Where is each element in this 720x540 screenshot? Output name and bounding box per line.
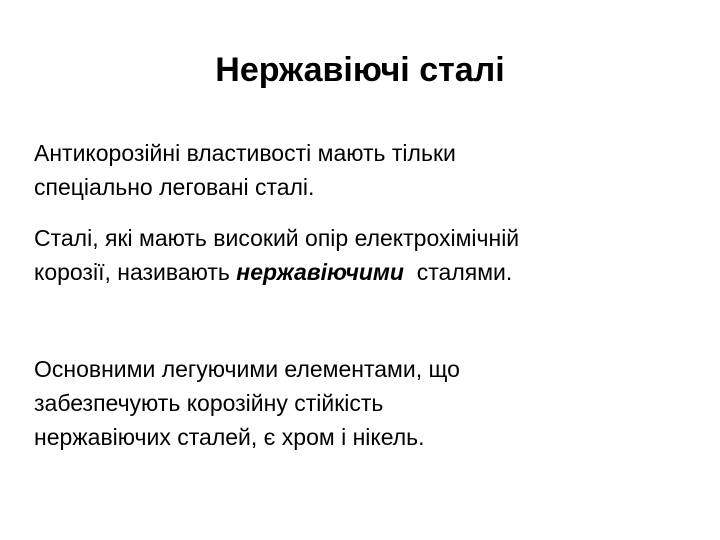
text-run: корозії, називають [34, 259, 237, 285]
paragraph-line: Основними легуючими елементами, що [34, 356, 460, 382]
paragraph-line [34, 255, 714, 289]
emphasized-term: нержавіючими [236, 259, 404, 285]
paragraph-line: Сталі, які мають високий опір електрохімічній [34, 225, 520, 251]
slide-title: Нержавіючі сталі [215, 51, 505, 89]
paragraph-line: Антикорозійні властивості мають тільки [34, 140, 456, 166]
paragraph-definition [34, 221, 714, 289]
paragraph-line: спеціально леговані сталі. [34, 174, 315, 200]
paragraph-line: забезпечують корозійну стійкість [34, 390, 384, 416]
paragraph-line: нержавіючих сталей, є хром і нікель. [34, 424, 425, 450]
text-run: сталями. [403, 259, 513, 285]
paragraph-anticorrosion [34, 136, 714, 204]
paragraph-alloying-elements [34, 352, 714, 454]
